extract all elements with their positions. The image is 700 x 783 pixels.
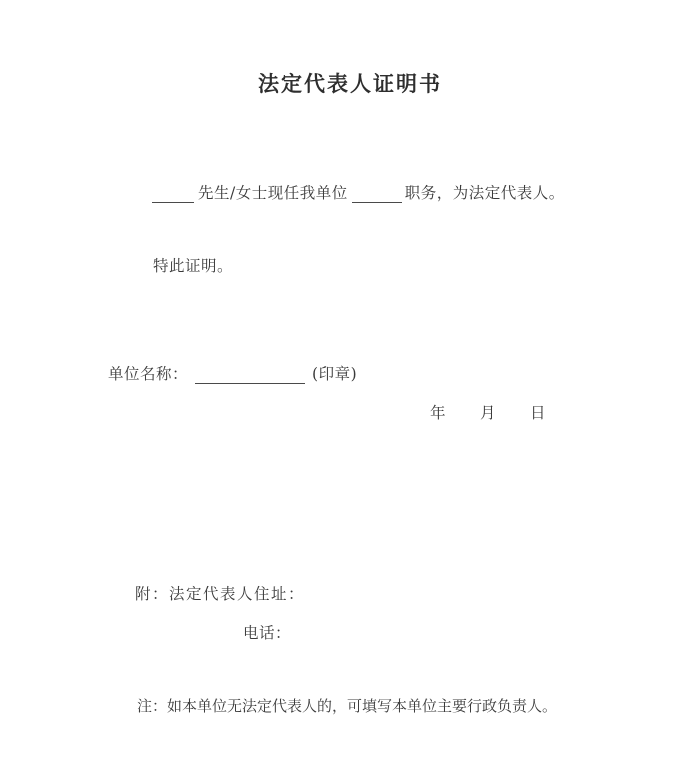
unit-name-label: 单位名称：: [108, 365, 189, 383]
statement-text-2: 职务，为法定代表人。: [404, 184, 565, 202]
unit-name-line: [108, 365, 357, 384]
seal-label: (印章): [312, 365, 358, 383]
position-blank-underline: [352, 185, 402, 203]
statement-line: [152, 184, 565, 203]
unit-name-blank-underline: [195, 366, 305, 384]
statement-text-1: 先生/女士现任我单位: [198, 184, 348, 202]
date-line: [430, 404, 546, 423]
date-day-label: 日: [530, 404, 547, 422]
attachment-address-label: 附：法定代表人住址：: [135, 585, 306, 603]
date-month-label: 月: [480, 404, 497, 422]
document-title: 法定代表人证明书: [258, 71, 442, 96]
certify-statement: 特此证明。: [153, 257, 234, 275]
name-blank-underline: [152, 185, 194, 203]
footnote-text: 注：如本单位无法定代表人的，可填写本单位主要行政负责人。: [137, 697, 558, 715]
attachment-phone-label: 电话：: [243, 624, 292, 642]
date-year-label: 年: [430, 404, 447, 422]
